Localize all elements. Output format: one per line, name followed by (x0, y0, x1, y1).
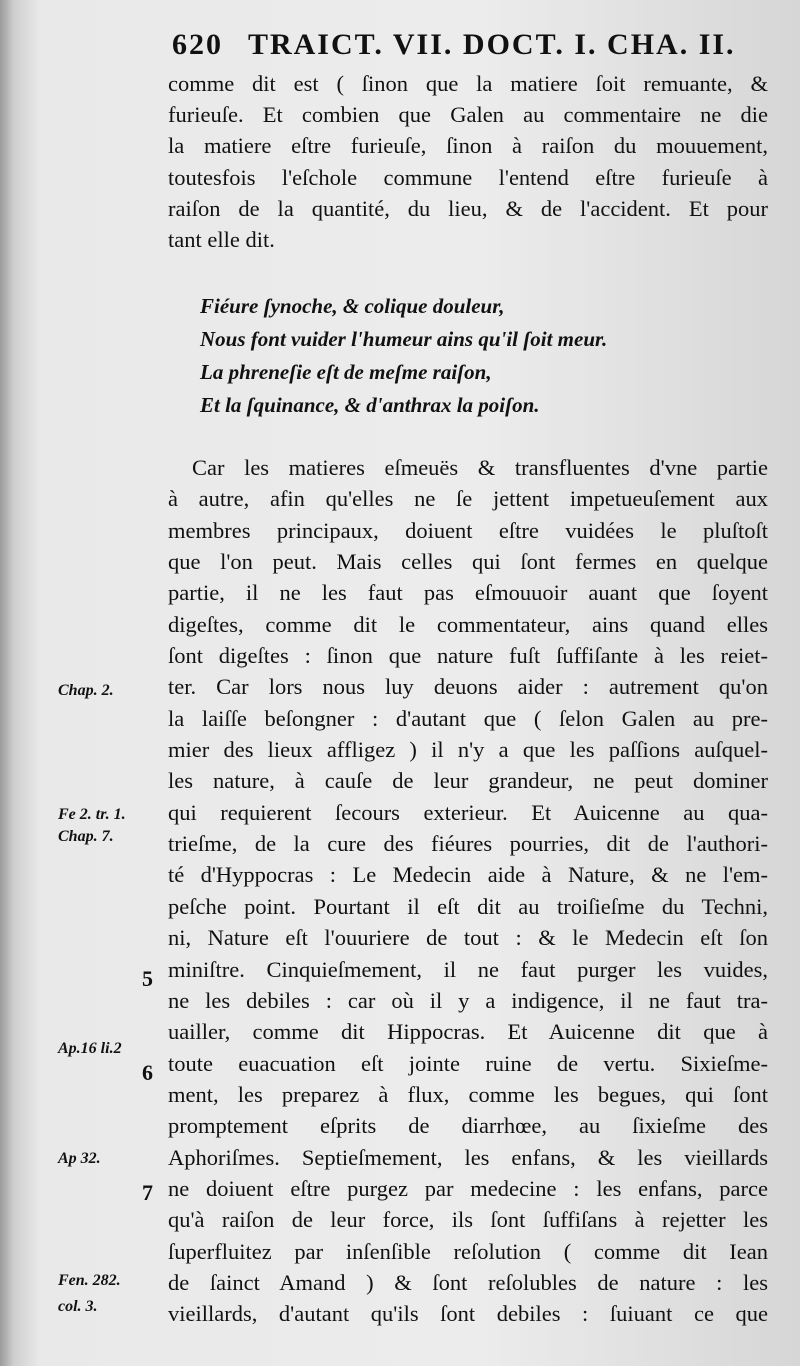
margin-note-ap16: Ap.16 li.2 (58, 1040, 122, 1057)
verse-line: La phreneſie eſt de meſme raiſon, (200, 360, 492, 384)
text-line: digeſtes, comme dit le commentateur, ains quand elles (168, 611, 768, 637)
text-line: Car les matieres eſmeuës & transfluentes d'vne partie (192, 455, 768, 480)
text-line: ni, Nature eſt l'ouuriere de tout : & le Medecin eſt ſon (168, 925, 768, 951)
text-line: uailler, comme dit Hippocras. Et Auicenne dit que à (168, 1019, 768, 1045)
text-line: ment, les preparez à flux, comme les begues, qui ſont (168, 1081, 768, 1107)
margin-note-col3: col. 3. (58, 1298, 98, 1315)
text-line: peſche point. Pourtant il eſt dit au troiſieſme du Techni, (168, 893, 768, 919)
margin-note-fen282: Fen. 282. (58, 1272, 121, 1289)
margin-note-chap7: Chap. 7. (58, 828, 114, 845)
enumeration-number: 6 (142, 1060, 153, 1085)
text-line: toute euacuation eſt jointe ruine de vertu. Sixieſme- (168, 1050, 768, 1076)
text-line: ſuperfluitez par inſenſible reſolution ( comme dit Iean (168, 1238, 768, 1264)
text-line: vieillards, d'autant qu'ils ſont debiles : ſuiuant ce que (168, 1301, 768, 1327)
text-line: mier des lieux affligez ) il n'y a que les paſſions auſquel- (168, 737, 768, 763)
margin-note-ap32: Ap 32. (58, 1150, 101, 1167)
text-line: qui requierent ſecours exterieur. Et Auicenne au qua- (168, 799, 768, 825)
text-line: ter. Car lors nous luy deuons aider : autrement qu'on (168, 674, 768, 700)
text-line: de ſainct Amand ) & ſont reſolubles de nature : les (168, 1269, 768, 1295)
page-header (172, 28, 772, 68)
margin-note-chap2: Chap. 2. (58, 682, 114, 699)
text-line: miniſtre. Cinquieſmement, il ne faut purger les vuides, (168, 956, 768, 982)
text-line: comme dit est ( ſinon que la matiere ſoit remuante, & (168, 71, 768, 96)
running-title: TRAICT. VII. DOCT. I. CHA. II. (247, 28, 736, 61)
text-line: la matiere eſtre furieuſe, ſinon à raiſon du mouuement, (168, 133, 768, 159)
verse-line: Nous font vuider l'humeur ains qu'il ſoit meur. (200, 327, 608, 351)
text-line: partie, il ne les faut pas eſmouuoir auant que ſoyent (168, 580, 768, 606)
text-line: la laiſſe beſongner : d'autant que ( ſelon Galen au pre- (168, 705, 768, 731)
text-line: à autre, afin qu'elles ne ſe jettent impetueuſement aux (168, 486, 768, 512)
margin-note-fe2: Fe 2. tr. 1. (58, 806, 126, 823)
paragraph-1 (168, 68, 768, 255)
paragraph-2 (168, 452, 768, 1330)
enumeration-number: 5 (142, 966, 153, 991)
verse-block (200, 290, 720, 422)
text-line: Aphoriſmes. Septieſmement, les enfans, & les vieillards (168, 1144, 768, 1170)
verse-line: Et la ſquinance, & d'anthrax la poiſon. (200, 393, 540, 417)
text-line: ne doiuent eſtre purgez par medecine : les enfans, parce (168, 1175, 768, 1201)
text-line: tant elle dit. (168, 226, 275, 252)
text-line: ſont digeſtes : ſinon que nature fuſt ſuffiſante à les reiet- (168, 643, 768, 669)
text-line: té d'Hyppocras : Le Medecin aide à Nature, & ne l'em- (168, 862, 768, 888)
text-line: promptement eſprits de diarrhœe, au ſixieſme des (168, 1113, 768, 1139)
text-line: toutesfois l'eſchole commune l'entend eſtre furieuſe à (168, 164, 768, 190)
text-line: furieuſe. Et combien que Galen au commentaire ne die (168, 102, 768, 128)
text-line: membres principaux, doiuent eſtre vuidées le pluſtoſt (168, 517, 768, 543)
text-line: qu'à raiſon de leur force, ils ſont ſuffiſans à rejetter les (168, 1207, 768, 1233)
text-line: raiſon de la quantité, du lieu, & de l'accident. Et pour (168, 195, 768, 221)
verse-line: Fiéure ſynoche, & colique douleur, (200, 294, 505, 318)
text-line: trieſme, de la cure des fiéures pourries, dit de l'authori- (168, 831, 768, 857)
text-line: les nature, à cauſe de leur grandeur, ne peut dominer (168, 768, 768, 794)
page-number: 620 (172, 28, 223, 61)
text-line: que l'on peut. Mais celles qui ſont fermes en quelque (168, 549, 768, 575)
text-line: ne les debiles : car où il y a indigence, il ne faut tra- (168, 987, 768, 1013)
enumeration-number: 7 (142, 1180, 153, 1205)
